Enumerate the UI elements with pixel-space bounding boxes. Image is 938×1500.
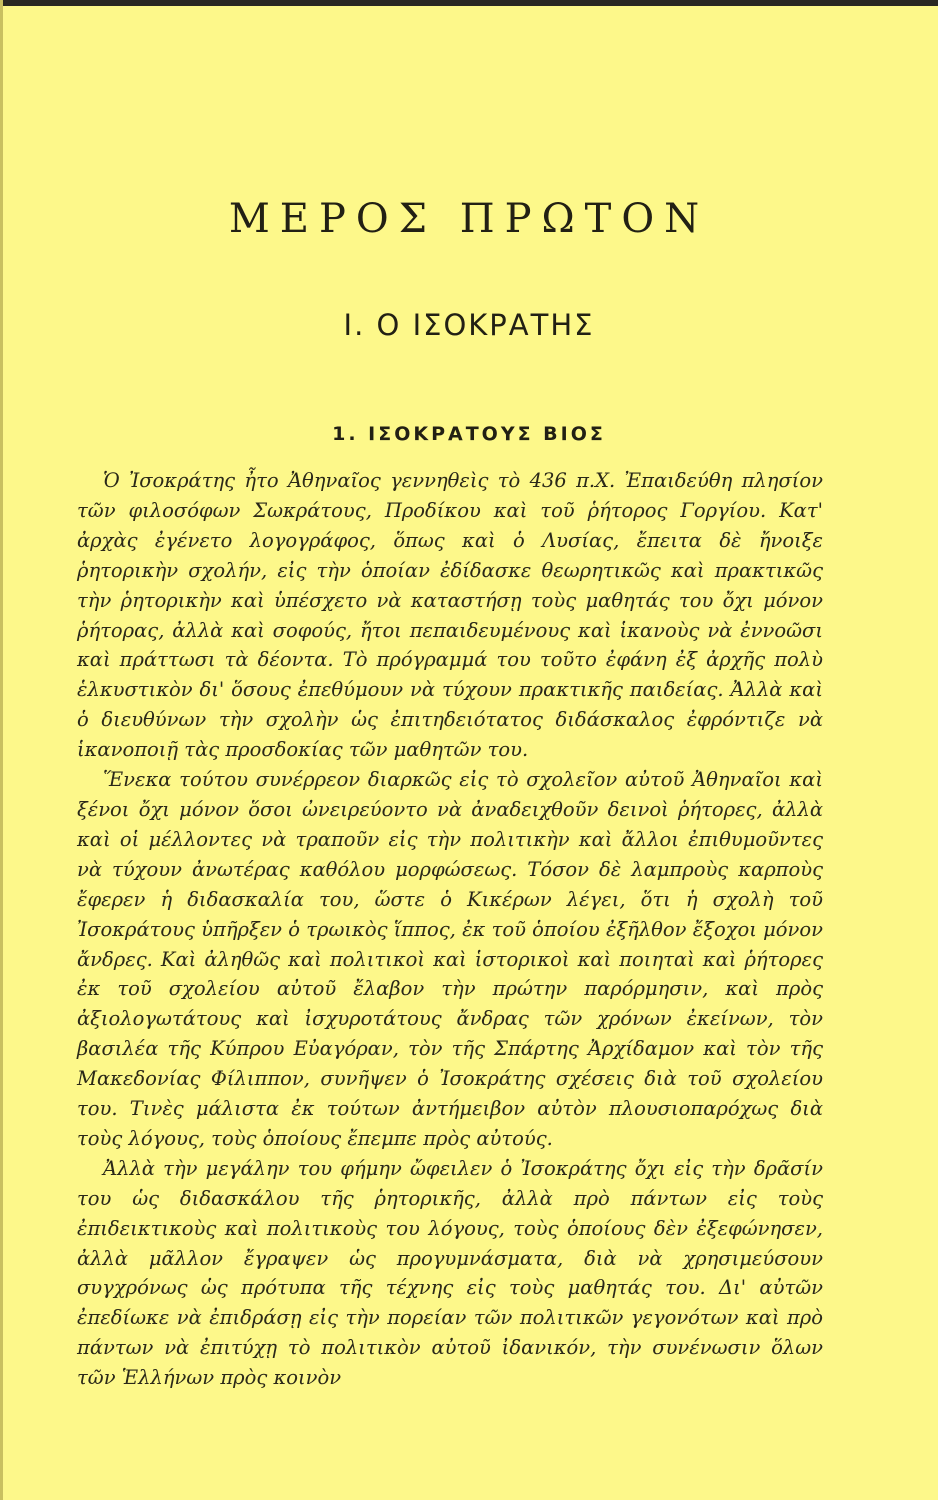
section-title: 1. ΙΣΟΚΡΑΤΟΥΣ ΒΙΟΣ: [332, 423, 606, 445]
paragraph-2: Ἕνεκα τούτου συνέρρεον διαρκῶς εἰς τὸ σχολεῖον αὐτοῦ Ἀθηναῖοι καὶ ξένοι ὄχι μόνον ὅσοι ὠνειρεύοντο νὰ ἀναδειχθοῦν δεινοὶ ῥήτορες, ἀλλὰ καὶ οἱ μέλλοντες νὰ τραποῦν εἰς τὴν πολιτικὴν καὶ ἄλλοι ἐπιθυμοῦντες νὰ τύχουν ἀνωτέρας καθόλου μορφώσεως. Τόσον δὲ λαμπροὺς καρποὺς ἔφερεν ἡ διδασκαλία του, ὥστε ὁ Κικέρων λέγει, ὅτι ἡ σχολὴ τοῦ Ἰσοκράτους ὑπῆρξεν ὁ τρωικὸς ἵππος, ἐκ τοῦ ὁποίου ἐξῆλθον ἔξοχοι μόνον ἄνδρες. Καὶ ἀληθῶς καὶ πολιτικοὶ καὶ ἱστορικοὶ καὶ ποιηταὶ καὶ ῥήτορες ἐκ τοῦ σχολείου αὐτοῦ ἔλαβον τὴν πρώτην παρόρμησιν, καὶ πρὸς ἀξιολογωτάτους καὶ ἰσχυροτάτους ἄνδρας τῶν χρόνων ἐκείνων, τὸν βασιλέα τῆς Κύπρου Εὐαγόραν, τὸν τῆς Σπάρτης Ἀρχίδαμον καὶ τὸν τῆς Μακεδονίας Φίλιππον, συνῆψεν ὁ Ἰσοκράτης σχέσεις διὰ τοῦ σχολείου του. Τινὲς μάλιστα ἐκ τούτων ἀντήμειβον αὐτὸν πλουσιοπαρόχως διὰ τοὺς λόγους, τοὺς ὁποίους ἔπεμπε πρὸς αὐτούς.: [77, 768, 823, 1150]
chapter-title: I. Ο ΙΣΟΚΡΑΤΗΣ: [343, 308, 595, 342]
body-text: [77, 466, 823, 1393]
paragraph-1: Ὁ Ἰσοκράτης ἦτο Ἀθηναῖος γεννηθεὶς τὸ 436 π.Χ. Ἐπαιδεύθη πλησίον τῶν φιλοσόφων Σωκράτους, Προδίκου καὶ τοῦ ῥήτορος Γοργίου. Κατ' ἀρχὰς ἐγένετο λογογράφος, ὅπως καὶ ὁ Λυσίας, ἔπειτα δὲ ἤνοιξε ῥητορικὴν σχολήν, εἰς τὴν ὁποίαν ἐδίδασκε θεωρητικῶς καὶ πρακτικῶς τὴν ῥητορικὴν καὶ ὑπέσχετο νὰ καταστήσῃ τοὺς μαθητάς του ὄχι μόνον ῥήτορας, ἀλλὰ καὶ σοφούς, ἤτοι πεπαιδευμένους καὶ ἱκανοὺς νὰ ἐννοῶσι καὶ πράττωσι τὰ δέοντα. Τὸ πρόγραμμά του τοῦτο ἐφάνη ἐξ ἀρχῆς πολὺ ἑλκυστικὸν δι' ὅσους ἐπεθύμουν νὰ τύχουν πρακτικῆς παιδείας. Ἀλλὰ καὶ ὁ διευθύνων τὴν σχολὴν ὡς ἐπιτηδειότατος διδάσκαλος ἐφρόντιζε νὰ ἱκανοποιῇ τὰς προσδοκίας τῶν μαθητῶν του.: [77, 469, 823, 762]
part-title: ΜΕΡΟΣ ΠΡΩΤΟΝ: [228, 196, 710, 242]
page-top-edge: [0, 0, 938, 6]
paragraph-3: Ἀλλὰ τὴν μεγάλην του φήμην ὤφειλεν ὁ Ἰσοκράτης ὄχι εἰς τὴν δρᾶσίν του ὡς διδασκάλου τῆς ῥητορικῆς, ἀλλὰ πρὸ πάντων εἰς τοὺς ἐπιδεικτικοὺς καὶ πολιτικοὺς του λόγους, τοὺς ὁποίους δὲν ἐξεφώνησεν, ἀλλὰ μᾶλλον ἔγραψεν ὡς προγυμνάσματα, διὰ νὰ χρησιμεύσουν συγχρόνως ὡς πρότυπα τῆς τέχνης εἰς τοὺς μαθητάς του. Δι' αὐτῶν ἐπεδίωκε νὰ ἐπιδράσῃ εἰς τὴν πορείαν τῶν πολιτικῶν γεγονότων καὶ πρὸ πάντων νὰ ἐπιτύχῃ τὸ πολιτικὸν αὐτοῦ ἰδανικόν, τὴν συνένωσιν ὅλων τῶν Ἑλλήνων πρὸς κοινὸν: [77, 1156, 823, 1390]
